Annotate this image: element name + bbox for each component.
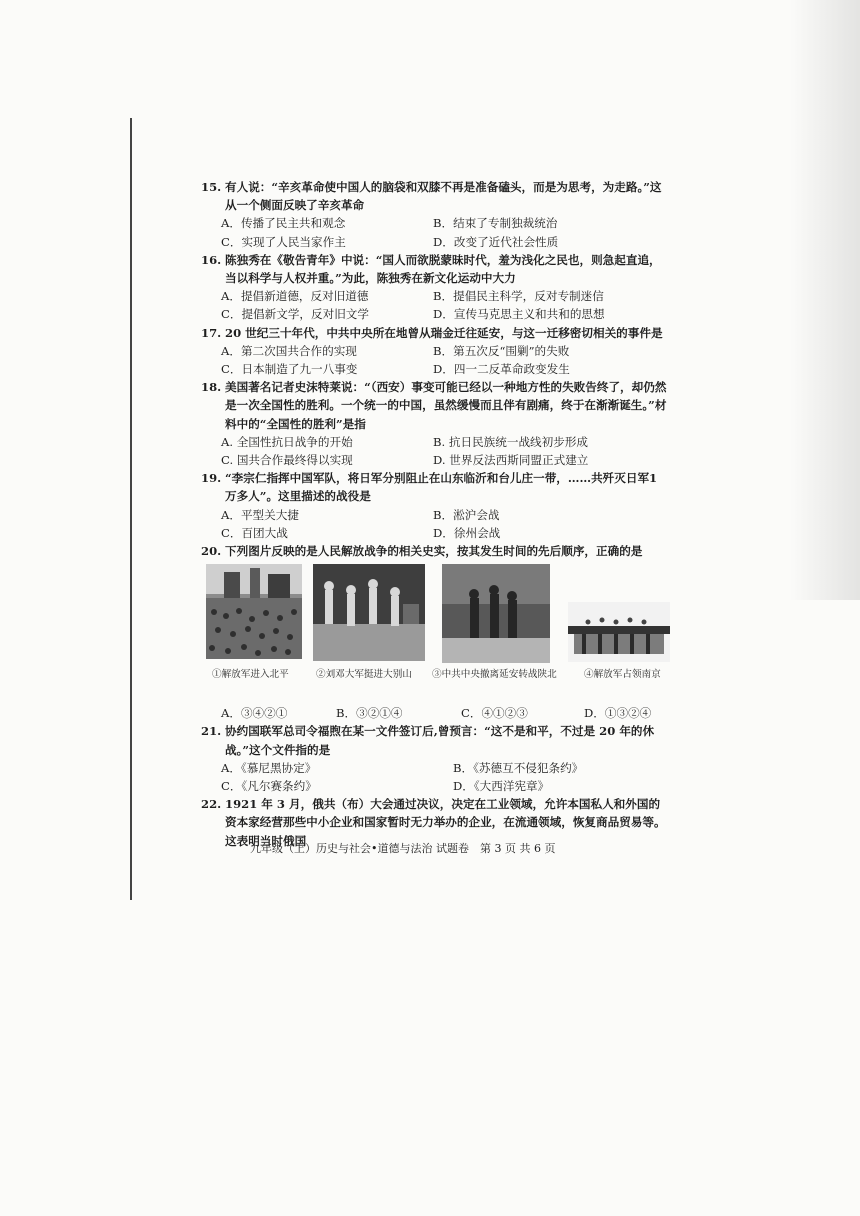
question-number: 15.: [201, 180, 222, 194]
question-16: [201, 251, 671, 287]
option-c: C．④①②③: [461, 706, 528, 721]
question-number: 19.: [201, 471, 222, 486]
option-b: B．第五次反“围剿”的失败: [433, 343, 570, 358]
photo-caption-3: ③中共中央撤离延安转战陕北: [432, 669, 557, 680]
option-a: A．《慕尼黑协定》: [221, 760, 317, 775]
option-b: B．③②①④: [336, 706, 403, 721]
option-b: B．提倡民主科学，反对专制迷信: [433, 289, 604, 304]
question-20: [201, 542, 671, 560]
question-stem: 有人说：“辛亥革命使中国人的脑袋和双膝不再是准备磕头，而是为思考，为走路。”这从一个侧面反映了辛亥革命: [225, 180, 662, 213]
options-21: [201, 759, 671, 795]
binding-margin-line: [130, 118, 132, 900]
question-number: 18.: [201, 380, 222, 395]
option-b: B．淞沪会战: [433, 507, 500, 522]
options-20: [201, 704, 671, 722]
troops-marching-photo-icon: [313, 564, 425, 661]
options-18: [201, 433, 671, 469]
option-b: B. 抗日民族统一战线初步形成: [433, 434, 589, 449]
question-17: [201, 324, 671, 342]
q20-photo-row: [206, 564, 670, 684]
option-c: C．提倡新文学，反对旧文学: [221, 307, 369, 322]
question-stem: 陈独秀在《敬告青年》中说：“国人而欲脱蒙昧时代，羞为浅化之民也，则急起直追，当以科学与人权并重。”为此，陈独秀在新文化运动中大力: [225, 252, 661, 286]
option-c: C．日本制造了九一八事变: [221, 362, 358, 377]
option-d: D．①③②④: [584, 706, 652, 721]
photo-2: [313, 564, 425, 661]
option-b: B．结束了专制独裁统治: [433, 216, 558, 231]
option-d: D．《大西洋宪章》: [453, 779, 550, 794]
photo-caption-1: ①解放军进入北平: [212, 669, 289, 680]
options-15: [201, 214, 671, 250]
photo-1: [206, 564, 302, 659]
question-number: 16.: [201, 252, 222, 267]
options-17: [201, 342, 671, 378]
question-stem: 1921 年 3 月，俄共（布）大会通过决议，决定在工业领域，允许本国私人和外国的资本家经营那些中小企业和国家暂时无力举办的企业，在流通领域，恢复商品贸易等。 这表明当时俄国: [225, 797, 672, 848]
option-c: C．《凡尔赛条约》: [221, 779, 317, 794]
option-c: C．百团大战: [221, 525, 288, 540]
question-stem: 美国著名记者史沫特莱说：“（西安）事变可能已经以一种地方性的失败告终了，却仍然是一次全国性的胜利。一个统一的中国，虽然缓慢而且伴有剧痛，终于在渐渐诞生。”材料中的“全国性的胜利”是指: [225, 380, 667, 431]
question-stem: 下列图片反映的是人民解放战争的相关史实，按其发生时间的先后顺序，正确的是: [225, 544, 643, 559]
options-19: [201, 506, 671, 542]
photo-3: [442, 564, 550, 663]
page-footer: 九年级（上）历史与社会•道德与法治 试题卷 第 3 页 共 6 页: [250, 842, 556, 855]
question-number: 22.: [201, 797, 222, 812]
photo-caption-4: ④解放军占领南京: [584, 669, 661, 680]
question-number: 17.: [201, 325, 222, 340]
option-a: A. 全国性抗日战争的开始: [221, 434, 353, 449]
option-a: A．第二次国共合作的实现: [221, 343, 357, 358]
question-19: [201, 469, 671, 505]
option-a: A．传播了民主共和观念: [221, 216, 346, 231]
question-stem: 协约国联军总司令福煦在某一文件签订后,曾预言：“这不是和平，不过是 20 年的休战。”这个文件指的是: [225, 724, 655, 757]
photo-caption-2: ②刘邓大军挺进大别山: [316, 669, 412, 680]
question-number: 20.: [201, 544, 222, 559]
option-d: D．宣传马克思主义和共和的思想: [433, 307, 605, 322]
photo-4: [568, 564, 670, 662]
soldiers-hillside-photo-icon: [442, 564, 550, 663]
scan-shadow: [790, 0, 860, 600]
options-16: [201, 287, 671, 323]
question-15: [201, 178, 671, 214]
question-18: [201, 378, 671, 433]
option-a: A．提倡新道德，反对旧道德: [221, 289, 369, 304]
crowd-parade-photo-icon: [206, 564, 302, 659]
exam-page: [201, 178, 671, 850]
option-d: D. 世界反法西斯同盟正式建立: [433, 453, 589, 468]
option-d: D．四一二反革命政变发生: [433, 362, 570, 377]
option-b: B．《苏德互不侵犯条约》: [453, 760, 584, 775]
option-d: D．改变了近代社会性质: [433, 234, 559, 249]
option-d: D．徐州会战: [433, 525, 501, 540]
question-21: [201, 722, 671, 758]
question-number: 21.: [201, 724, 222, 739]
option-c: C．实现了人民当家作主: [221, 234, 346, 249]
option-c: C. 国共合作最终得以实现: [221, 453, 353, 468]
question-stem: “李宗仁指挥中国军队，将日军分别阻止在山东临沂和台儿庄一带，……共歼灭日军1 万多人”。这里描述的战役是: [225, 471, 658, 504]
option-a: A．平型关大捷: [221, 507, 299, 522]
presidential-palace-photo-icon: [568, 602, 670, 662]
question-stem: 20 世纪三十年代，中共中央所在地曾从瑞金迁往延安，与这一迁移密切相关的事件是: [225, 325, 663, 340]
option-a: A．③④②①: [221, 706, 288, 721]
